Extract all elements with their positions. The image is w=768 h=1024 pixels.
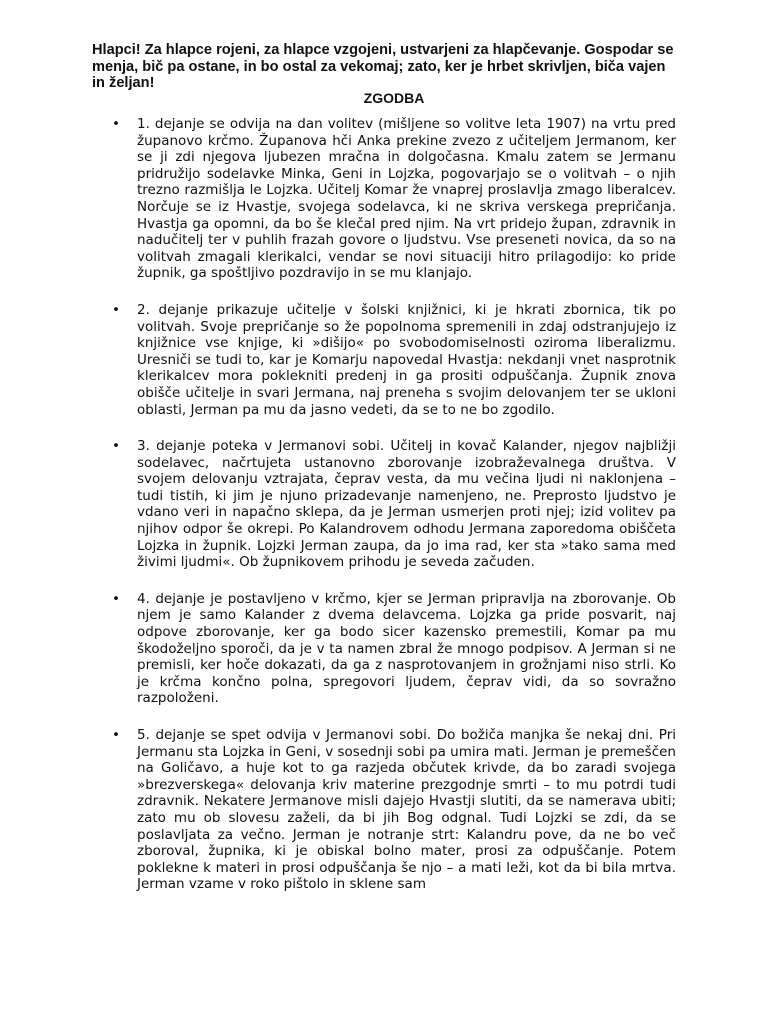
bullet-icon: • [112, 301, 120, 318]
list-item [112, 591, 676, 707]
list-item [112, 302, 676, 418]
act-5-text: 5. dejanje se spet odvija v Jermanovi sobi. Do božiča manjka še nekaj dni. Pri Jermanu sta Lojzka in Geni, v sosednji sobi pa umira mati. Jerman je premeščen na Goličavo, a huje kot to ga razjeda občutek krivde, da bo zaradi svojega »brezverskega« delovanja kriv materine prezgodnje smrti – to mu potrdi tudi zdravnik. Nekatere Jermanove misli dajejo Hvastji slutiti, da se namerava ubiti; zato mu ob slovesu zaželi, da bi jih Bog odgnal. Tudi Lojzki se zdi, da se poslavljata za večno. Jerman je notranje strt: Kalandru pove, da ne bo več zboroval, župnika, ki je obiskal bolno mater, prosi za odpuščanje. Potem poklekne k materi in prosi odpuščanja še njo – a mati leži, kot da bi bila mrtva. Jerman vzame v roko pištolo in sklene sam [137, 727, 676, 893]
act-1-text: 1. dejanje se odvija na dan volitev (mišljene so volitve leta 1907) na vrtu pred županovo krčmo. Županova hči Anka prekine zvezo z učiteljem Jermanom, ker se ji zdi njegova ljubezen mračna in dolgočasna. Kmalu zatem se Jermanu pridružijo sodelavke Minka, Geni in Lojzka, pogovarjajo se o volitvah – o njih trezno razmišlja le Lojzka. Učitelj Komar že vnaprej proslavlja zmago liberalcev. Norčuje se iz Hvastje, svojega sodelavca, ki ne skriva verskega prepričanja. Hvastja ga opomni, da bo še klečal pred njim. Na vrt pridejo župan, zdravnik in nadučitelj ter v puhlih frazah govore o ljudstvu. Vse preseneti novica, da so na volitvah zmagali klerikalci, vendar se novi situaciji hitro prilagodijo: ko pride župnik, ga spoštljivo pozdravijo in se mu klanjajo. [137, 116, 676, 282]
bullet-icon: • [112, 727, 120, 743]
bullet-icon: • [112, 590, 120, 607]
acts-list [112, 116, 676, 913]
act-4-text: 4. dejanje je postavljeno v krčmo, kjer se Jerman pripravlja na zborovanje. Ob njem je samo Kalander z dvema delavcema. Lojzka ga pride posvarit, naj odpove zborovanje, ker ga bodo sicer kazensko premestili, Komar pa mu škodoželjno sporoči, da je v ta namen zbral že mnogo podpisov. A Jerman si ne premisli, ker hoče dokazati, da ga z nasprotovanjem in grožnjami niso strli. Ko je krčma končno polna, spregovori ljudem, čeprav vidi, da so sovražno razpoloženi. [137, 590, 676, 707]
act-2-text: 2. dejanje prikazuje učitelje v šolski knjižnici, ki je hkrati zbornica, tik po volitvah. Svoje prepričanje so že popolnoma spremenili in zdaj odstranjujejo iz knjižnice vse knjige, ki »dišijo« po svobodomiselnosti oziroma liberalizmu. Uresniči se tudi to, kar je Komarju napovedal Hvastja: nekdanji vnet nasprotnik klerikalcev mora poklekniti predenj in ga prositi odpuščanja. Župnik znova obišče učitelje in svari Jermana, naj preneha s svojim delovanjem ter se ukloni oblasti, Jerman pa mu da jasno vedeti, da se to ne bo zgodilo. [137, 301, 676, 418]
intro-quote: Hlapci! Za hlapce rojeni, za hlapce vzgojeni, ustvarjeni za hlapčevanje. Gospodar se menja, bič pa ostane, in bo ostal za vekomaj; zato, ker je hrbet skrivljen, biča vajen in željan! [92, 42, 674, 91]
section-title: ZGODBA [363, 90, 425, 106]
list-item [112, 727, 676, 893]
list-item [112, 116, 676, 282]
bullet-icon: • [112, 438, 120, 455]
bullet-icon: • [112, 116, 120, 132]
list-item [112, 438, 676, 571]
act-3-text: 3. dejanje poteka v Jermanovi sobi. Učitelj in kovač Kalander, njegov najbližji sodelavec, načrtujeta ustanovno zborovanje izobraževalnega društva. V svojem delovanju vztrajata, čeprav vesta, da mu večina ljudi ni naklonjena – tudi tistih, ki jim je njuno prizadevanje namenjeno, ne. Preprosto ljudstvo je vdano veri in napačno sklepa, da je Jerman usmerjen proti njej; izid volitev pa njihov odpor še okrepi. Po Kalandrovem odhodu Jermana zaporedoma obiščeta Lojzka in župnik. Lojzki Jerman zaupa, da jo ima rad, ker sta »tako sama med živimi ljudmi«. Ob župnikovem prihodu je seveda začuden. [137, 438, 676, 571]
